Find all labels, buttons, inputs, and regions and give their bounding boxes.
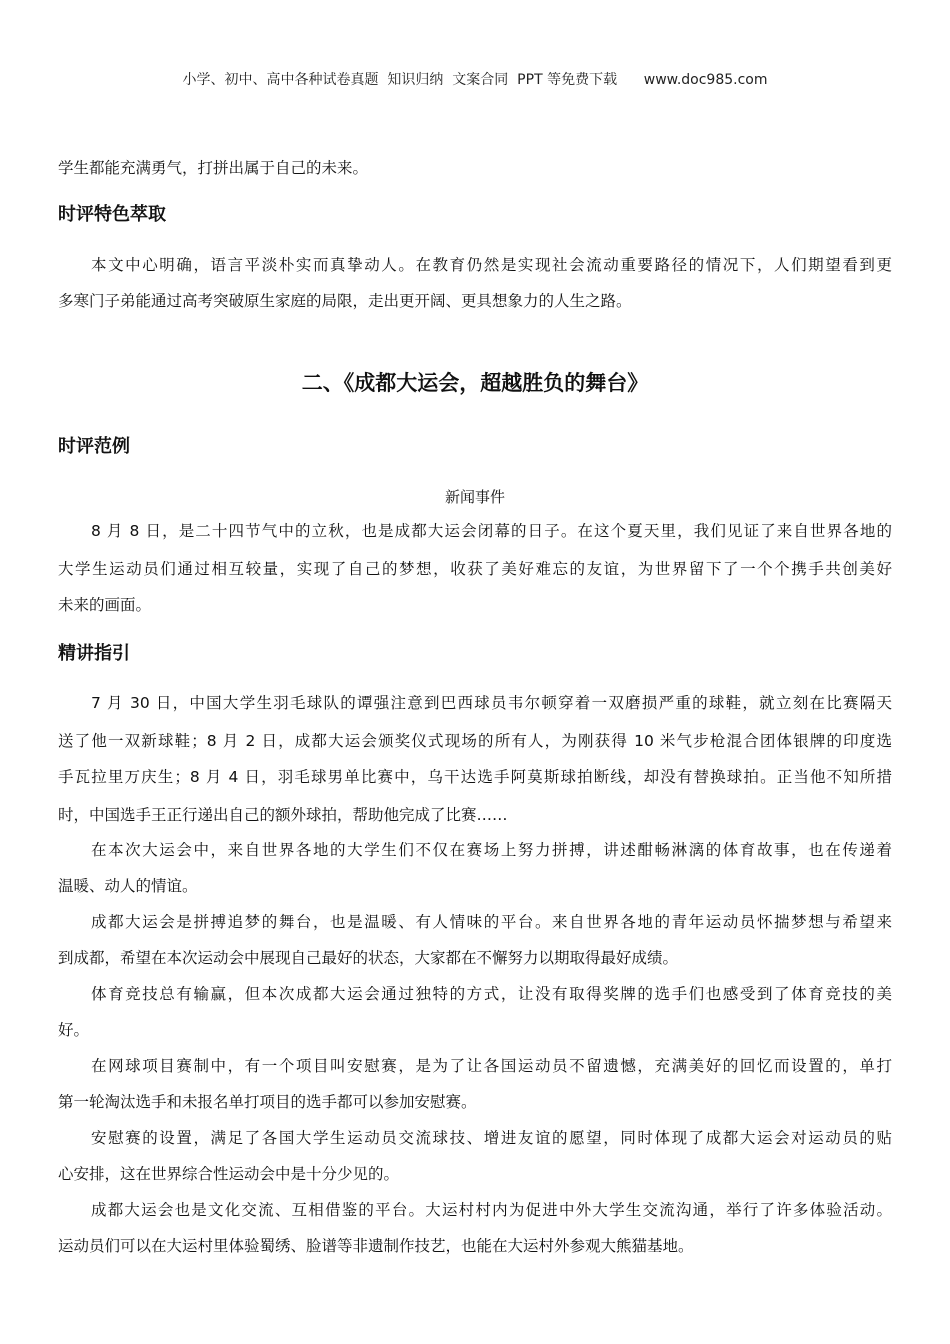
paragraph-line: 第一轮淘汰选手和未报名单打项目的选手都可以参加安慰赛。: [58, 1093, 477, 1111]
paragraph-line: 安慰赛的设置，满足了各国大学生运动员交流球技、增进友谊的愿望，同时体现了成都大运会对运动员的贴: [91, 1129, 892, 1147]
paragraph-line: 温暖、动人的情谊。: [58, 877, 198, 895]
intro-tail-line: 学生都能充满勇气，打拼出属于自己的未来。: [58, 159, 369, 177]
paragraph-line: 7 月 30 日，中国大学生羽毛球队的谭强注意到巴西球员韦尔顿穿着一双磨损严重的球鞋，就立刻在比赛隔天: [91, 694, 892, 712]
paragraph-line: 好。: [58, 1021, 90, 1039]
paragraph-line: 时，中国选手王正行递出自己的额外球拍，帮助他完成了比赛……: [58, 806, 508, 824]
paragraph-line: 多寒门子弟能通过高考突破原生家庭的局限，走出更开阔、更具想象力的人生之路。: [58, 292, 632, 310]
paragraph-line: 送了他一双新球鞋；8 月 2 日，成都大运会颁奖仪式现场的所有人，为刚获得 10 米气步枪混合团体银牌的印度选: [58, 732, 892, 750]
section-heading-features: 时评特色萃取: [58, 204, 166, 225]
paragraph-line: 8 月 8 日，是二十四节气中的立秋，也是成都大运会闭幕的日子。在这个夏天里，我们见证了来自世界各地的: [91, 522, 892, 540]
paragraph-line: 运动员们可以在大运村里体验蜀绣、脸谱等非遗制作技艺，也能在大运村外参观大熊猫基地。: [58, 1237, 694, 1255]
paragraph-line: 未来的画面。: [58, 596, 152, 614]
paragraph-line: 心安排，这在世界综合性运动会中是十分少见的。: [58, 1165, 400, 1183]
section-heading-example: 时评范例: [58, 436, 130, 457]
paragraph-line: 在本次大运会中，来自世界各地的大学生们不仅在赛场上努力拼搏，讲述酣畅淋漓的体育故事，也在传递着: [91, 841, 892, 859]
section-heading-guide: 精讲指引: [58, 643, 130, 664]
paragraph-line: 本文中心明确，语言平淡朴实而真挚动人。在教育仍然是实现社会流动重要路径的情况下，人们期望看到更: [91, 256, 892, 274]
article-title: 二、《成都大运会，超越胜负的舞台》: [301, 371, 649, 395]
paragraph-line: 大学生运动员们通过相互较量，实现了自己的梦想，收获了美好难忘的友谊，为世界留下了一个个携手共创美好: [58, 560, 892, 578]
page-header: 小学、初中、高中各种试卷真题 知识归纳 文案合同 PPT 等免费下载 www.doc985.com: [182, 72, 768, 88]
paragraph-line: 体育竞技总有输赢，但本次成都大运会通过独特的方式，让没有取得奖牌的选手们也感受到了体育竞技的美: [91, 985, 892, 1003]
paragraph-line: 成都大运会是拼搏追梦的舞台，也是温暖、有人情味的平台。来自世界各地的青年运动员怀揣梦想与希望来: [91, 913, 892, 931]
paragraph-line: 在网球项目赛制中，有一个项目叫安慰赛，是为了让各国运动员不留遗憾，充满美好的回忆而设置的，单打: [91, 1057, 892, 1075]
paragraph-line: 到成都，希望在本次运动会中展现自己最好的状态，大家都在不懈努力以期取得最好成绩。: [58, 949, 679, 967]
news-label: 新闻事件: [444, 488, 505, 506]
paragraph-line: 成都大运会也是文化交流、互相借鉴的平台。大运村村内为促进中外大学生交流沟通，举行了许多体验活动。: [91, 1201, 892, 1219]
paragraph-line: 手瓦拉里万庆生；8 月 4 日，羽毛球男单比赛中，乌干达选手阿莫斯球拍断线，却没有替换球拍。正当他不知所措: [58, 768, 892, 786]
